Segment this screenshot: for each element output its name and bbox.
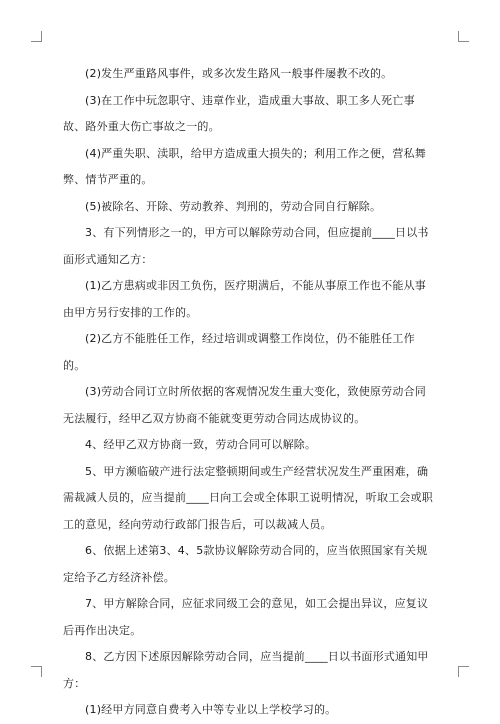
paragraph: (2)发生严重路风事件，或多次发生路风一般事件屡教不改的。	[85, 67, 393, 80]
paragraph: 5、甲方濒临破产进行法定整顿期间或生产经营状况发生严重困难，确需裁减人员的，应当提前____日向工会或全体职工说明情况，听取工会或职工的意见，经向劳动行政部门报告后，可以裁减人员。	[63, 464, 433, 531]
paragraph: (1)经甲方同意自费考入中等专业以上学校学习的。	[85, 703, 337, 716]
paragraph: (4)严重失职、渎职，给甲方造成重大损失的；利用工作之便，营私舞弊、情节严重的。	[63, 146, 426, 186]
paragraph: 3、有下列情形之一的，甲方可以解除劳动合同，但应提前____日以书面形式通知乙方：	[63, 226, 429, 266]
document-body	[63, 61, 437, 724]
paragraph: (1)乙方患病或非因工负伤，医疗期满后，不能从事原工作也不能从事由甲方另行安排的工作的。	[63, 279, 426, 319]
crop-mark-top-left	[31, 31, 42, 42]
paragraph: (3)劳动合同订立时所依据的客观情况发生重大变化，致使原劳动合同无法履行，经甲乙双方协商不能就变更劳动合同达成协议的。	[63, 385, 426, 425]
paragraph: 7、甲方解除合同，应征求同级工会的意见，如工会提出异议，应复议后再作出决定。	[63, 597, 429, 637]
paragraph: 6、依据上述第3、4、5款协议解除劳动合同的，应当依照国家有关规定给予乙方经济补偿。	[63, 544, 428, 584]
paragraph: (3)在工作中玩忽职守、违章作业，造成重大事故、职工多人死亡事故、路外重大伤亡事故之一的。	[63, 93, 415, 133]
paragraph: 4、经甲乙双方协商一致，劳动合同可以解除。	[85, 438, 317, 451]
crop-mark-bottom-right	[458, 666, 469, 677]
paragraph: 8、乙方因下述原因解除劳动合同，应当提前____日以书面形式通知甲方：	[63, 650, 429, 690]
crop-mark-bottom-left	[31, 666, 42, 677]
crop-mark-top-right	[458, 31, 469, 42]
paragraph: (5)被除名、开除、劳动教养、判刑的，劳动合同自行解除。	[85, 199, 382, 213]
paragraph: (2)乙方不能胜任工作，经过培训或调整工作岗位，仍不能胜任工作的。	[63, 332, 415, 372]
